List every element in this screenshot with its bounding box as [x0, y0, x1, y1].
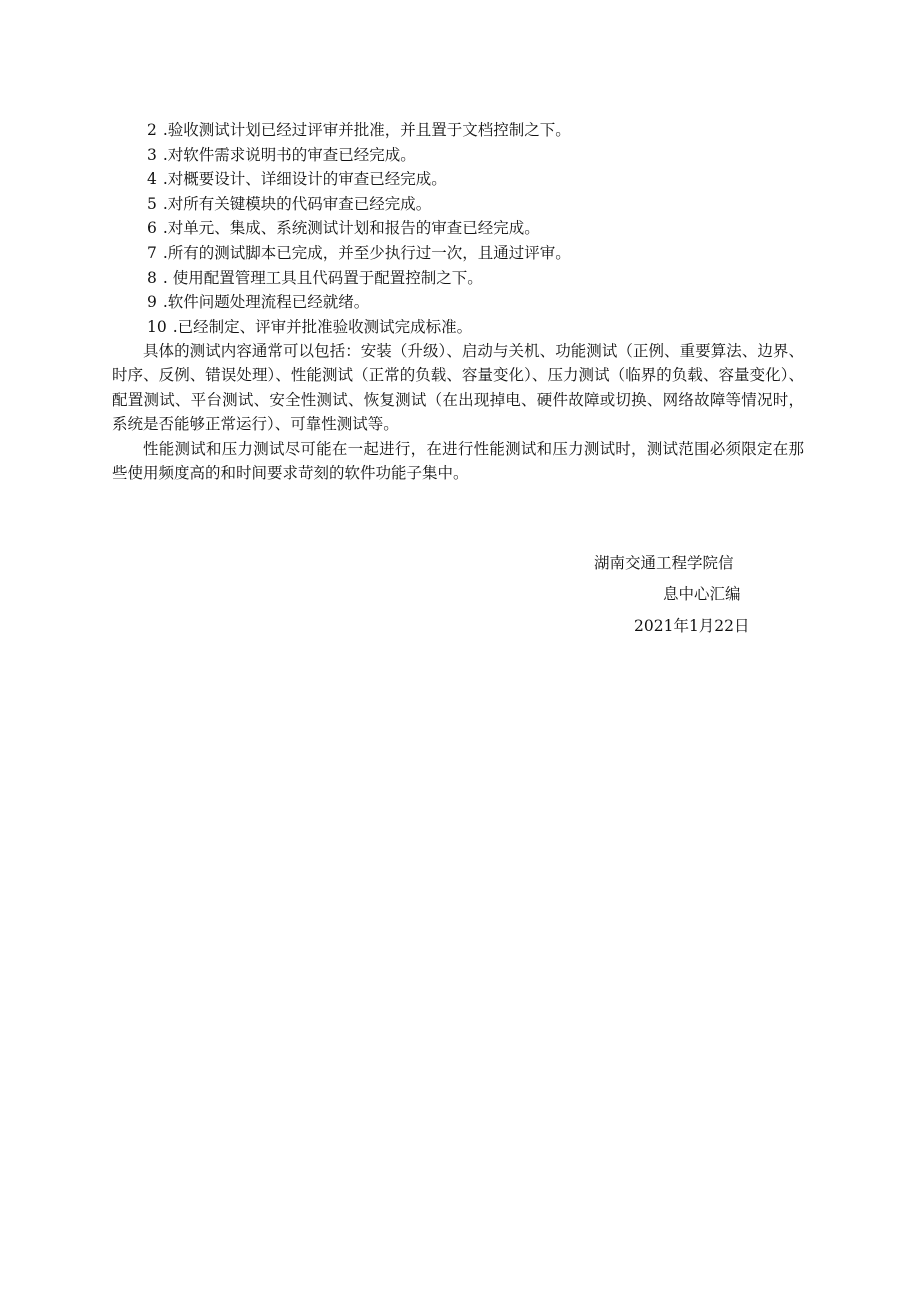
- list-item-number: 4: [147, 170, 157, 189]
- list-item: [147, 216, 807, 241]
- list-item-number: 6: [147, 219, 157, 238]
- list-item-number: 3: [147, 145, 157, 164]
- list-item: [147, 266, 807, 291]
- list-item: [147, 118, 807, 143]
- list-item-text: .对单元、集成、系统测试计划和报告的审查已经完成。: [162, 219, 540, 238]
- list-item-text: . 使用配置管理工具且代码置于配置控制之下。: [162, 268, 483, 287]
- list-item-number: 8: [147, 268, 157, 287]
- signature-org-line-2: 息中心汇编: [663, 585, 741, 603]
- signature-date: 2021年1月22日: [634, 617, 750, 635]
- list-item-number: 10: [147, 317, 167, 336]
- list-item-text: .所有的测试脚本已完成，并至少执行过一次，且通过评审。: [162, 243, 571, 262]
- list-item: [147, 290, 807, 315]
- list-item-number: 5: [147, 194, 157, 213]
- test-content-paragraph: 具体的测试内容通常可以包括：安装（升级）、启动与关机、功能测试（正例、重要算法、边界、时序、反例、错误处理）、性能测试（正常的负载、容量变化）、压力测试（临界的负载、容量变化）、配置测试、平台测试、安全性测试、恢复测试（在出现掉电、硬件故障或切换、网络故障等情况时，系统是否能够正常运行）、可靠性测试等。: [112, 342, 804, 433]
- list-item-text: .对概要设计、详细设计的审查已经完成。: [162, 170, 447, 189]
- list-item-text: .验收测试计划已经过评审并批准，并且置于文档控制之下。: [162, 121, 571, 139]
- performance-test-paragraph: 性能测试和压力测试尽可能在一起进行，在进行性能测试和压力测试时，测试范围必须限定在那些使用频度高的和时间要求苛刻的软件功能子集中。: [112, 440, 804, 483]
- list-item: [147, 143, 807, 168]
- list-item: [147, 192, 807, 217]
- list-item-number: 7: [147, 243, 157, 262]
- list-item-text: .软件问题处理流程已经就绪。: [162, 293, 370, 312]
- list-item: [147, 241, 807, 266]
- signature-org-line-1: 湖南交通工程学院信: [594, 554, 734, 572]
- list-item-number: 2: [147, 121, 157, 139]
- list-item: [147, 167, 807, 192]
- list-item-text: .对软件需求说明书的审查已经完成。: [162, 145, 416, 164]
- list-item-text: .对所有关键模块的代码审查已经完成。: [162, 194, 432, 213]
- list-item-text: .已经制定、评审并批准验收测试完成标准。: [172, 317, 473, 336]
- criteria-list: [147, 118, 807, 339]
- list-item-number: 9: [147, 293, 157, 312]
- list-item: [147, 315, 807, 340]
